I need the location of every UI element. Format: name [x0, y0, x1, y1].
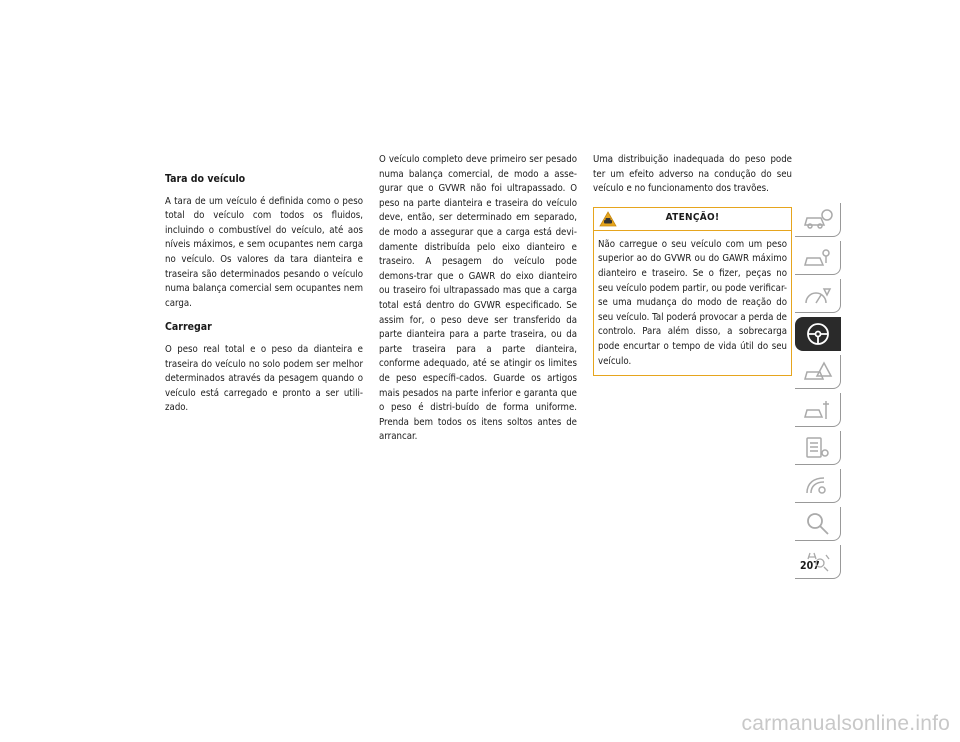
checklist-icon — [802, 435, 834, 461]
column-1 — [165, 172, 363, 423]
car-warning-icon — [802, 359, 834, 385]
warning-header — [594, 208, 791, 231]
chapter-tabs — [795, 203, 841, 583]
column-3 — [593, 153, 792, 376]
car-service-icon — [802, 397, 834, 423]
tab-dashboard[interactable] — [795, 279, 841, 313]
tab-search-index[interactable] — [795, 507, 841, 541]
search-index-icon — [802, 511, 834, 537]
multimedia-icon — [802, 473, 834, 499]
language-icon — [802, 549, 834, 575]
dashboard-icon — [802, 283, 834, 309]
tab-steering-wheel[interactable] — [795, 317, 841, 351]
paragraph-pesagem: O veículo completo deve primeiro ser pesado numa balança comercial, de modo a asse-gurar que o GVWR não foi ultrapassado. O peso na parte dianteira e traseira do veículo deve, então, ser determinado em separado, de modo a assegurar que a carga está devi-damente distribuída pelo eixo dianteiro e traseiro. A pesagem do veículo pode demons-trar que o GAWR do eixo dianteiro ou traseiro foi ultrapassado mas que a carga total está dentro do GVWR especificado. Se assim for, o peso deve ser transferido da parte dianteira para a parte traseira, ou da parte traseira para a parte dianteira, conforme adequado, até se atingir os limites de peso específi-cados. Guarde os artigos mais pesados na parte inferior e garanta que o peso é distri-buído de forma uniforme. Prenda bem todos os itens soltos antes de arrancar. — [379, 154, 577, 443]
tab-checklist[interactable] — [795, 431, 841, 465]
section-heading-carregar: Carregar — [165, 321, 212, 334]
warning-box — [593, 207, 792, 376]
tab-car-key[interactable] — [795, 241, 841, 275]
section-heading-tara: Tara do veículo — [165, 173, 246, 185]
tab-multimedia[interactable] — [795, 469, 841, 503]
warning-text: Não carregue o seu veículo com um peso superior ao do GVWR ou do GAWR máximo dianteiro e traseiro. Se o fizer, peças no seu veículo podem partir, ou pode verificar-se uma mudança do modo de reação do seu veículo. Tal poderá provocar a perda de controlo. Para além disso, a sobrecarga pode encurtar o tempo de vida útil do seu veículo. — [598, 238, 787, 367]
paragraph-distribuicao: Uma distribuição inadequada do peso pode ter um efeito adverso na condução do seu veículo e no funcionamento dos travões. — [593, 154, 792, 195]
paragraph-carregar: O peso real total e o peso da dianteira e traseira do veículo no solo podem ser melhor determinados através da pesagem quando o veículo está carregado e pronto a ser utili-zado. — [165, 343, 363, 414]
column-2 — [379, 153, 577, 452]
steering-wheel-icon — [802, 321, 834, 347]
car-key-icon — [802, 245, 834, 271]
tab-car-info[interactable] — [795, 203, 841, 237]
warning-car-icon — [599, 211, 617, 227]
page-number: 207 — [800, 560, 820, 572]
tab-language[interactable] — [795, 545, 841, 579]
car-info-icon — [802, 207, 834, 233]
paragraph-tara: A tara de um veículo é definida como o peso total do veículo com todos os fluidos, incluindo o combustível do veículo, até aos níveis máximos, e sem ocupantes nem carga no veículo. Os valores da tara dianteira e traseira são determinados pesando o veículo numa balança comercial sem ocupantes nem carga. — [165, 195, 363, 309]
tab-car-warning[interactable] — [795, 355, 841, 389]
watermark-text: carmanualsonline.info — [741, 712, 950, 735]
tab-car-service[interactable] — [795, 393, 841, 427]
warning-title: ATENÇÃO! — [665, 212, 720, 224]
